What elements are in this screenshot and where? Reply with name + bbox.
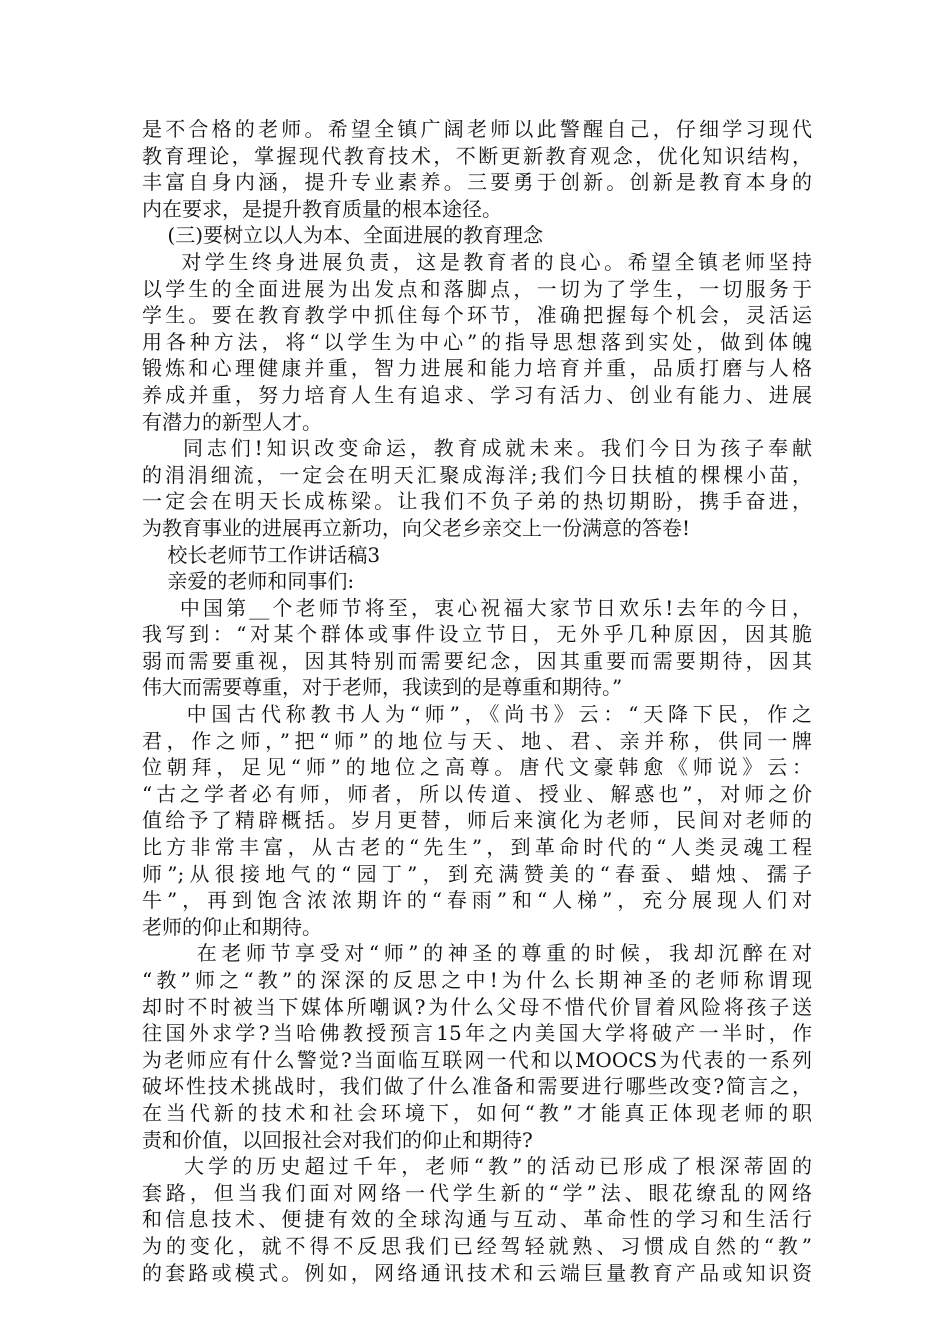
text-line: 我写到：“对某个群体或事件设立节日，无外乎几种原因，因其脆 [142,622,812,647]
text-line: 位朝拜，足见“师”的地位之高尊。唐代文豪韩愈《师说》云： [142,755,812,780]
text-line: 大学的历史超过千年，老师“教”的活动已形成了根深蒂固的 [142,1154,812,1179]
text-line: 同志们!知识改变命运，教育成就未来。我们今日为孩子奉献 [142,436,812,461]
text-line: 内在要求，是提升教育质量的根本途径。 [142,196,502,221]
text-line: 中国古代称教书人为“师”，《尚书》云：“天降下民，作之 [142,702,812,727]
text-line: 老师的仰止和期待。 [142,914,322,939]
text-line: 的套路或模式。例如，网络通讯技术和云端巨量教育产品或知识资 [142,1260,812,1285]
text-line: 养成并重，努力培育人生有追求、学习有活力、创业有能力、进展 [142,382,812,407]
text-line: 在老师节享受对“师”的神圣的尊重的时候，我却沉醉在对 [142,941,812,966]
text-line: 值给予了精辟概括。岁月更替，师后来演化为老师，民间对老师的 [142,808,812,833]
text-line: 锻炼和心理健康并重，智力进展和能力培育并重，品质打磨与人格 [142,356,812,381]
text-line: 有潜力的新型人才。 [142,409,322,434]
text-line: “教”师之“教”的深深的反思之中!为什么长期神圣的老师称谓现 [142,968,812,992]
text-line: 往国外求学?当哈佛教授预言15年之内美国大学将破产一半时，作 [142,1021,812,1046]
text-line: 牛”，再到饱含浓浓期许的“春雨”和“人梯”，充分展现人们对 [142,888,812,913]
text-line: 中国第__个老师节将至，衷心祝福大家节日欢乐!去年的今日， [142,595,812,620]
text-line: 为教育事业的进展再立新功，向父老乡亲交上一份满意的答卷! [142,515,691,540]
text-line: 套路，但当我们面对网络一代学生新的“学”法、眼花缭乱的网络 [142,1180,812,1205]
text-line: 却时不时被当下媒体所嘲讽?为什么父母不惜代价冒着风险将孩子送 [142,994,812,1019]
text-line: 伟大而需要尊重，对于老师，我读到的是尊重和期待。” [142,675,623,700]
text-line: 为老师应有什么警觉?当面临互联网一代和以MOOCS为代表的一系列 [142,1047,812,1072]
text-line: 对学生终身进展负责，这是教育者的良心。希望全镇老师坚持 [142,249,812,274]
text-line: 在当代新的技术和社会环境下，如何“教”才能真正体现老师的职 [142,1100,812,1125]
text-line: 责和价值，以回报社会对我们的仰止和期待? [142,1127,533,1152]
text-line: 比方非常丰富，从古老的“先生”，到革命时代的“人类灵魂工程 [142,835,812,860]
text-line: 用各种方法，将“以学生为中心”的指导思想落到实处，做到体魄 [142,329,812,354]
text-line: 教育理论，掌握现代教育技术，不断更新教育观念，优化知识结构， [142,143,812,168]
text-line: 校长老师节工作讲话稿3 [142,542,381,567]
text-line: 和信息技术、便捷有效的全球沟通与互动、革命性的学习和生活行 [142,1207,812,1232]
text-line: 以学生的全面进展为出发点和落脚点，一切为了学生，一切服务于 [142,276,812,301]
text-line: 一定会在明天长成栋梁。让我们不负子弟的热切期盼，携手奋进， [142,489,812,514]
text-line: “古之学者必有师，师者，所以传道、授业、解惑也”，对师之价 [142,781,812,806]
text-line: 学生。要在教育教学中抓住每个环节，准确把握每个机会，灵活运 [142,303,812,328]
text-line: 弱而需要重视，因其特别而需要纪念，因其重要而需要期待，因其 [142,648,812,673]
text-line: 师”;从很接地气的“园丁”，到充满赞美的“春蚕、蜡烛、孺子 [142,861,812,886]
text-line: 的涓涓细流，一定会在明天汇聚成海洋;我们今日扶植的棵棵小苗， [142,462,812,487]
text-line: 是不合格的老师。希望全镇广阔老师以此警醒自己，仔细学习现代 [142,117,812,141]
text-line: (三)要树立以人为本、全面进展的教育理念 [142,223,544,248]
text-line: 君，作之师，”把“师”的地位与天、地、君、亲并称，供同一牌 [142,728,812,753]
text-line: 亲爱的老师和同事们: [142,569,355,594]
text-line: 丰富自身内涵，提升专业素养。三要勇于创新。创新是教育本身的 [142,170,812,195]
text-line: 为的变化，就不得不反思我们已经驾轻就熟、习惯成自然的“教” [142,1233,812,1258]
text-line: 破坏性技术挑战时，我们做了什么准备和需要进行哪些改变?简言之， [142,1074,812,1099]
document-body [142,116,812,1286]
